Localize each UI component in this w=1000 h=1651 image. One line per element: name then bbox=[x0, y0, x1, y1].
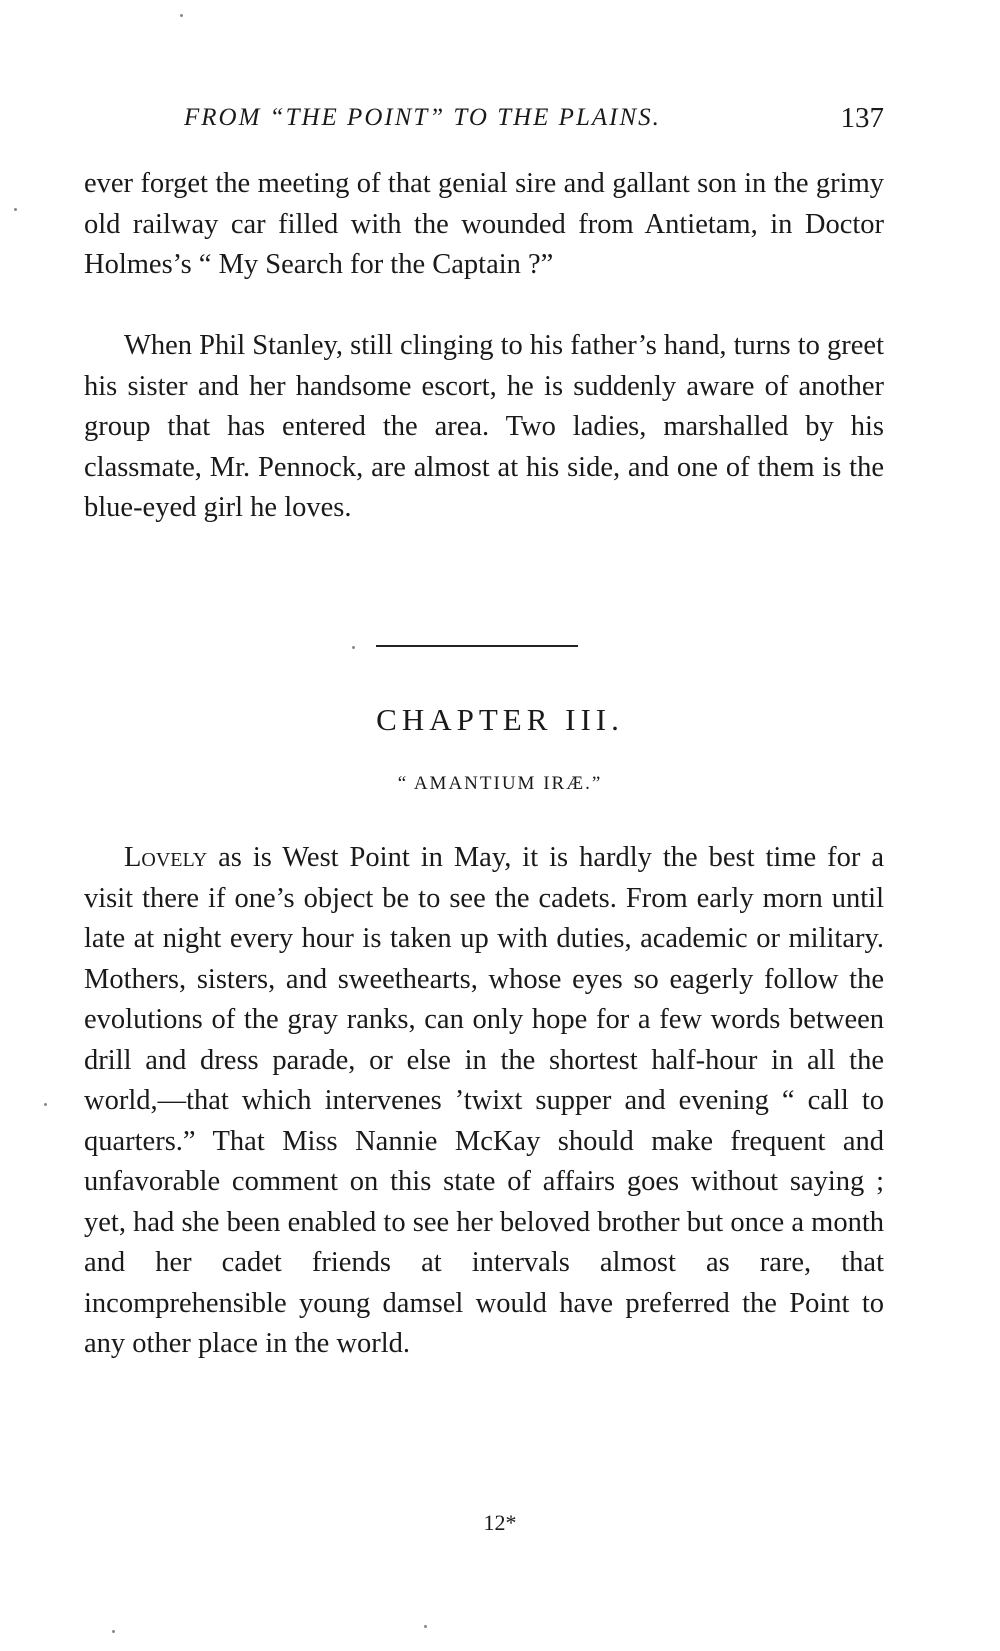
chapter-opening-paragraph bbox=[84, 838, 884, 1365]
paper-speck bbox=[424, 1625, 427, 1628]
chapter-lead-word: Lovely bbox=[124, 842, 208, 873]
chapter-opening-text: as is West Point in May, it is hardly the best time for a visit there if one’s object be to see the cadets. From early morn until late at night every hour is taken up with duties, academic or military. Mothers, sisters, and sweethearts, whose eyes so eagerly follow the evolutions of the gray ranks, can only hope for a few words between drill and dress parade, or else in the shortest half-hour in all the world,—that which intervenes ’twixt supper and evening “ call to quarters.” That Miss Nannie McKay should make frequent and unfavorable comment on this state of affairs goes without saying ; yet, had she been enabled to see her beloved brother but once a month and her cadet friends at intervals almost as rare, that incomprehensible young damsel would have preferred the Point to any other place in the world. bbox=[84, 842, 884, 1359]
section-divider-rule bbox=[376, 645, 578, 647]
paper-speck bbox=[44, 1103, 47, 1106]
paper-speck bbox=[180, 14, 183, 17]
paper-speck bbox=[352, 646, 355, 649]
running-title: FROM “THE POINT” TO THE PLAINS. bbox=[184, 104, 661, 131]
chapter-heading: CHAPTER III. bbox=[376, 702, 624, 737]
paper-speck bbox=[14, 208, 17, 211]
paper-speck bbox=[112, 1630, 115, 1633]
page-number: 137 bbox=[840, 102, 884, 134]
running-head bbox=[84, 98, 884, 138]
chapter-subtitle: “ AMANTIUM IRÆ.” bbox=[397, 773, 603, 794]
signature-mark: 12* bbox=[483, 1510, 517, 1535]
paragraph-continued: ever forget the meeting of that genial sire and gallant son in the grimy old railway car filled with the wounded from Antietam, in Doctor Holmes’s “ My Search for the Captain ?” bbox=[84, 168, 884, 280]
paragraph-phil-stanley: When Phil Stanley, still clinging to his father’s hand, turns to greet his sister and her handsome escort, he is suddenly aware of another group that has entered the area. Two ladies, marshalled by his classmate, Mr. Pennock, are almost at his side, and one of them is the blue-eyed girl he loves. bbox=[84, 330, 884, 523]
